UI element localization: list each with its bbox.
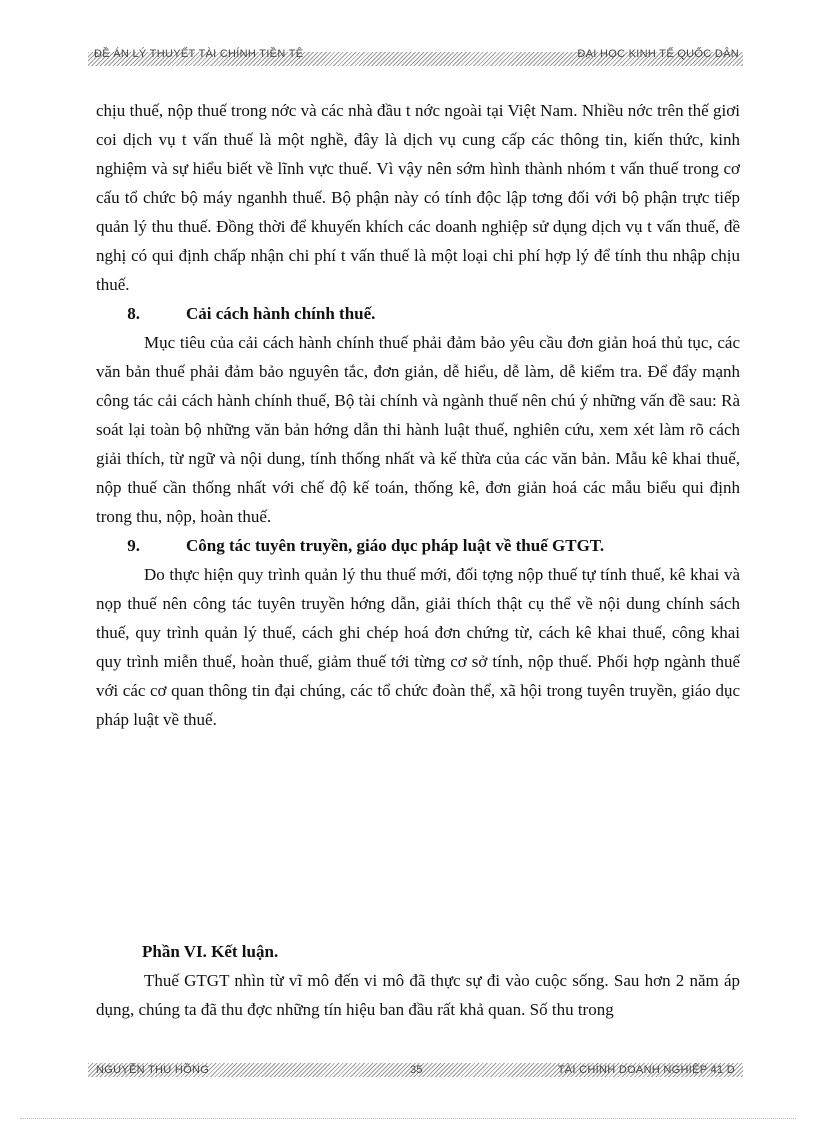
header-left-text: ĐỀ ÁN LÝ THUYẾT TÀI CHÍNH TIỀN TỆ xyxy=(94,48,304,60)
section-heading-9 xyxy=(96,531,740,560)
page-header xyxy=(88,48,743,66)
footer-department: TÀI CHÍNH DOANH NGHIỆP 41 D xyxy=(557,1064,735,1076)
conclusion-text: Thuế GTGT nhìn từ vĩ mô đến vi mô đã thực sự đi vào cuộc sống. Sau hơn 2 năm áp dụng, chúng ta đã thu đợc những tín hiệu ban đầu rất khả quan. Số thu trong xyxy=(96,971,740,1019)
paragraph-advisory-services: chịu thuế, nộp thuế trong nớc và các nhà đầu t nớc ngoài tại Việt Nam. Nhiều nớc trên thế giơi coi dịch vụ t vấn thuế là một nghề, đây là dịch vụ cung cấp các thông tin, kiến thức, kinh nghiệm và sự hiểu biết về lĩnh vực thuế. Vì vậy nên sớm hình thành nhóm t vấn thuế trong cơ cấu tổ chức bộ máy nganhh thuế. Bộ phận này có tính độc lập tơng đối với bộ phận trực tiếp quản lý thu thuế. Đồng thời để khuyến khích các doanh nghiệp sử dụng dịch vụ t vấn thuế, đề nghị có qui định chấp nhận chi phí t vấn thuế là một loại chi phí hợp lý để tính thu nhập chịu thuế. xyxy=(96,101,740,294)
header-right-text: ĐẠI HỌC KINH TẾ QUỐC DÂN xyxy=(577,48,739,60)
paragraph-conclusion xyxy=(96,966,740,1024)
page-number: 35 xyxy=(410,1064,423,1076)
part-heading: Phần VI. Kết luận. xyxy=(142,942,279,961)
section-number: 8. xyxy=(127,304,140,323)
paragraph-admin-reform: Mục tiêu của cải cách hành chính thuế phải đảm bảo yêu cầu đơn giản hoá thủ tục, các văn bản thuế phải đảm bảo nguyên tắc, đơn giản, dễ hiểu, dễ làm, dễ kiểm tra. Để đẩy mạnh công tác cải cách hành chính thuế, Bộ tài chính và ngành thuế nên chú ý những vấn đề sau: Rà soát lại toàn bộ những văn bản hớng dẫn thi hành luật thuế, nghiên cứu, xem xét làm rõ cách giải thích, từ ngữ và nội dung, tính thống nhất và kế thừa của các văn bản. Mẫu kê khai thuế, nộp thuế cần thống nhất với chế độ kế toán, thống kê, đơn giản hoá các mẫu biểu qui định trong thu, nộp, hoàn thuế. xyxy=(96,333,740,526)
section-heading-8 xyxy=(96,299,740,328)
section-number: 9. xyxy=(127,536,140,555)
footer-author: NGUYỄN THU HỒNG xyxy=(96,1064,210,1076)
page-edge-divider xyxy=(20,1118,796,1119)
section-title: Cải cách hành chính thuế. xyxy=(186,304,376,323)
section-title: Công tác tuyên truyền, giáo dục pháp luật về thuế GTGT. xyxy=(186,536,605,555)
page-footer xyxy=(88,1063,743,1077)
page-body xyxy=(96,96,740,734)
paragraph-propaganda: Do thực hiện quy trình quản lý thu thuế mới, đối tợng nộp thuế tự tính thuế, kê khai và nọp thuế nên công tác tuyên truyền hớng dẫn, giải thích thật cụ thể về nội dung chính sách thuế, quy trình quản lý thuế, cách ghi chép hoá đơn chứng từ, cách kê khai thuế, công khai quy trình miễn thuế, hoàn thuế, giảm thuế tới từng cơ sở tính, nộp thuế. Phối hợp ngành thuế với các cơ quan thông tin đại chúng, các tổ chức đoàn thể, xã hội trong tuyên truyền, giáo dục pháp luật về thuế. xyxy=(96,565,740,729)
